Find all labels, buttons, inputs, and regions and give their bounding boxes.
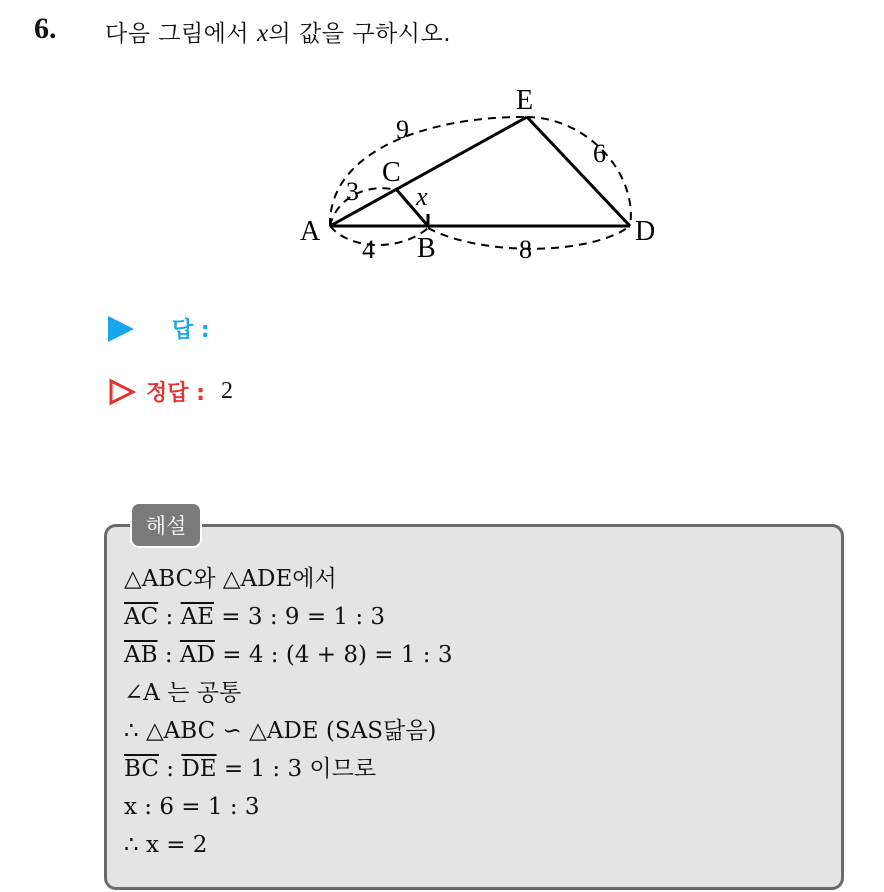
solution-line-8: ∴ x = 2	[124, 832, 208, 858]
question-variable: x	[256, 20, 269, 47]
label-c: C	[382, 157, 401, 188]
question-number: 6.	[34, 12, 57, 45]
solution-line-4: ∠A 는 공통	[124, 680, 242, 706]
solution-tag: 해설	[130, 502, 202, 548]
length-ab: 4	[362, 235, 375, 264]
length-ae: 9	[396, 115, 409, 144]
arc-ab	[330, 226, 428, 245]
solution-body	[124, 560, 453, 864]
label-b: B	[417, 233, 436, 264]
label-a: A	[300, 216, 321, 247]
filled-triangle-icon	[108, 316, 134, 342]
segment-ae-overline: $\overline{AE}$	[180, 604, 214, 630]
question-text	[105, 15, 451, 48]
correct-answer-row	[108, 376, 233, 407]
length-bd: 8	[519, 235, 532, 264]
answer-label: 답 :	[172, 318, 210, 343]
segment-ad-overline: $\overline{AD}$	[179, 642, 215, 668]
solution-line-3: $\overline{AB}$ : $\overline{AD} = 4$ : (4 + 8) = 1 : 3	[124, 642, 453, 668]
solution-line-5: ∴ △ABC ∽ △ADE (SAS닮음)	[124, 718, 437, 744]
label-e: E	[516, 85, 534, 116]
question-text-after: 의 값을 구하시오.	[268, 21, 452, 47]
segment-de-overline: $\overline{DE}$	[181, 756, 217, 782]
solution-line-1: △ABC와 △ADE에서	[124, 566, 337, 592]
segment-ac-overline: $\overline{AC}$	[124, 604, 159, 630]
answer-row	[108, 313, 210, 344]
segment-ed	[527, 117, 630, 226]
triangle-figure	[290, 80, 670, 270]
length-de: 6	[593, 139, 606, 168]
solution-line-7: x : 6 = 1 : 3	[124, 794, 260, 820]
length-ac: 3	[346, 177, 359, 206]
correct-answer-label: 정답 :	[146, 381, 205, 406]
solution-line-2: $\overline{AC}$ : $\overline{AE} = 3$ : 9 = 1 : 3	[124, 604, 386, 630]
segment-ab-overline: $\overline{AB}$	[124, 642, 158, 668]
correct-answer-value: 2	[220, 378, 233, 404]
label-d: D	[635, 216, 656, 247]
question-text-before: 다음 그림에서	[105, 21, 250, 47]
solution-line-6: $\overline{BC}$ : $\overline{DE} = 1$ : 3 이므로	[124, 756, 377, 782]
segment-ae	[330, 117, 527, 226]
outline-triangle-icon	[108, 378, 136, 406]
segment-bc-overline: $\overline{BC}$	[124, 756, 159, 782]
length-bc: x	[416, 182, 428, 211]
